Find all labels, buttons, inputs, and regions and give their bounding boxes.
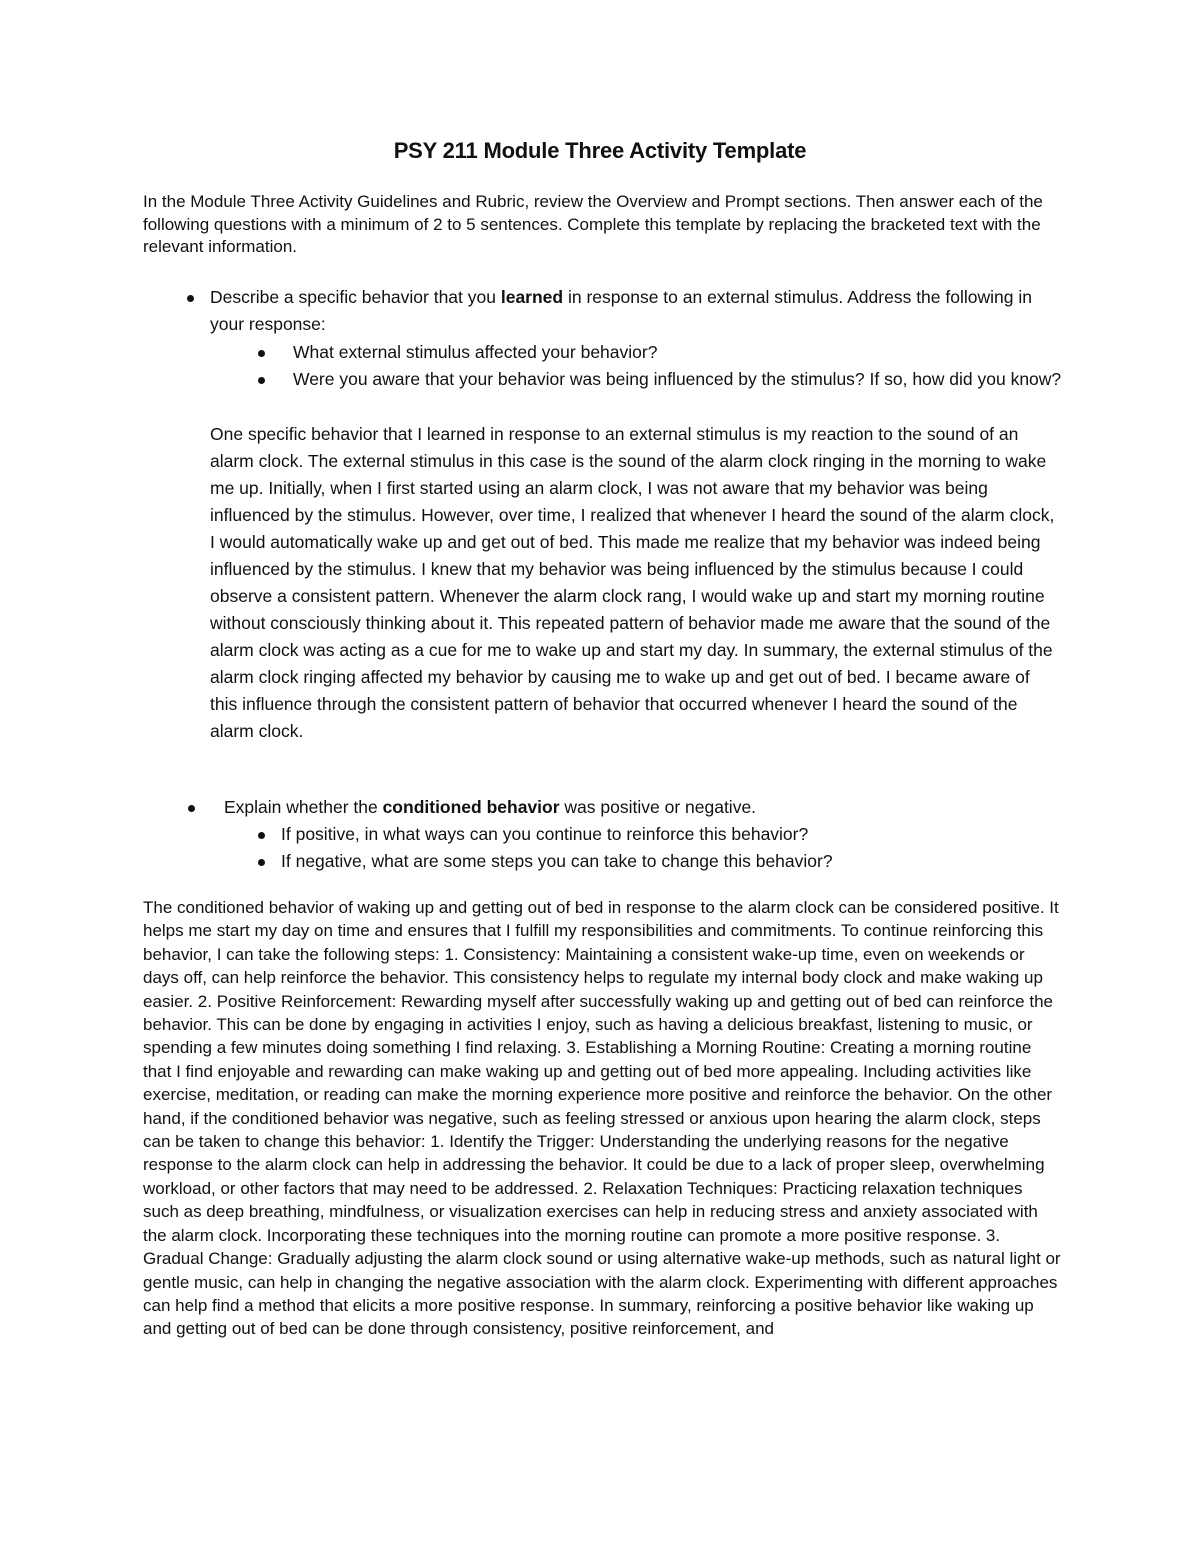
bullet-icon: [188, 805, 195, 812]
bullet-icon: [187, 295, 194, 302]
question-2-sublist: [281, 821, 1071, 875]
question-1-keyword: learned: [500, 287, 564, 307]
bullet-icon: [258, 377, 265, 384]
question-2-suffix: was positive or negative.: [559, 797, 757, 817]
question-2-keyword: conditioned behavior: [382, 797, 560, 817]
question-2: [224, 794, 1064, 821]
list-item: If negative, what are some steps you can take to change this behavior?: [281, 848, 1071, 875]
question-2-prompt: [224, 794, 1064, 821]
intro-paragraph: In the Module Three Activity Guidelines and Rubric, review the Overview and Prompt sections. Then answer each of the following questions with a minimum of 2 to 5 sentences. Complete this template by replacing the bracketed text with the relevant information.: [143, 192, 1043, 256]
question-1-prefix: Describe a specific behavior that you: [210, 287, 501, 307]
question-1: [210, 284, 1060, 338]
bullet-icon: [258, 350, 265, 357]
list-item: What external stimulus affected your behavior?: [293, 339, 1063, 366]
question-1-sublist: [293, 339, 1063, 393]
page-title: PSY 211 Module Three Activity Template: [393, 138, 807, 163]
question-1-prompt: [210, 284, 1060, 338]
bullet-icon: [258, 832, 265, 839]
list-item: Were you aware that your behavior was being influenced by the stimulus? If so, how did you know?: [293, 366, 1063, 393]
list-item: If positive, in what ways can you continue to reinforce this behavior?: [281, 821, 1071, 848]
bullet-icon: [258, 859, 265, 866]
answer-1: One specific behavior that I learned in response to an external stimulus is my reaction to the sound of an alarm clock. The external stimulus in this case is the sound of the alarm clock ringing in the morning to wake me up. Initially, when I first started using an alarm clock, I was not aware that my behavior was being influenced by the stimulus. However, over time, I realized that whenever I heard the sound of the alarm clock, I would automatically wake up and get out of bed. This made me realize that my behavior was indeed being influenced by the stimulus. I knew that my behavior was being influenced by the stimulus because I could observe a consistent pattern. Whenever the alarm clock rang, I would wake up and start my morning routine without consciously thinking about it. This repeated pattern of behavior made me aware that the sound of the alarm clock was acting as a cue for me to wake up and start my day. In summary, the external stimulus of the alarm clock ringing affected my behavior by causing me to wake up and get out of bed. I became aware of this influence through the consistent pattern of behavior that occurred whenever I heard the sound of the alarm clock.: [210, 424, 1055, 741]
question-1-suffix: in response to an external stimulus. Address the following in your response:: [210, 287, 1032, 334]
answer-2: The conditioned behavior of waking up and getting out of bed in response to the alarm clock can be considered positive. It helps me start my day on time and ensures that I fulfill my responsibilities and commitments. To continue reinforcing this behavior, I can take the following steps: 1. Consistency: Maintaining a consistent wake-up time, even on weekends or days off, can help reinforce the behavior. This consistency helps to regulate my internal body clock and make waking up easier. 2. Positive Reinforcement: Rewarding myself after successfully waking up and getting out of bed can reinforce the behavior. This can be done by engaging in activities I enjoy, such as having a delicious breakfast, listening to music, or spending a few minutes doing something I find relaxing. 3. Establishing a Morning Routine: Creating a morning routine that I find enjoyable and rewarding can make waking up and getting out of bed more appealing. Including activities like exercise, meditation, or reading can make the morning experience more positive and reinforce the behavior. On the other hand, if the conditioned behavior was negative, such as feeling stressed or anxious upon hearing the alarm clock, steps can be taken to change this behavior: 1. Identify the Trigger: Understanding the underlying reasons for the negative response to the alarm clock can help in addressing the behavior. It could be due to a lack of proper sleep, overwhelming workload, or other factors that may need to be addressed. 2. Relaxation Techniques: Practicing relaxation techniques such as deep breathing, mindfulness, or visualization exercises can help in reducing stress and anxiety associated with the alarm clock. Incorporating these techniques into the morning routine can promote a more positive response. 3. Gradual Change: Gradually adjusting the alarm clock sound or using alternative wake-up methods, such as natural light or gentle music, can help in changing the negative association with the alarm clock. Experimenting with different approaches can help find a method that elicits a more positive response. In summary, reinforcing a positive behavior like waking up and getting out of bed can be done through consistency, positive reinforcement, and: [143, 898, 1061, 1339]
question-2-prefix: Explain whether the: [224, 797, 383, 817]
